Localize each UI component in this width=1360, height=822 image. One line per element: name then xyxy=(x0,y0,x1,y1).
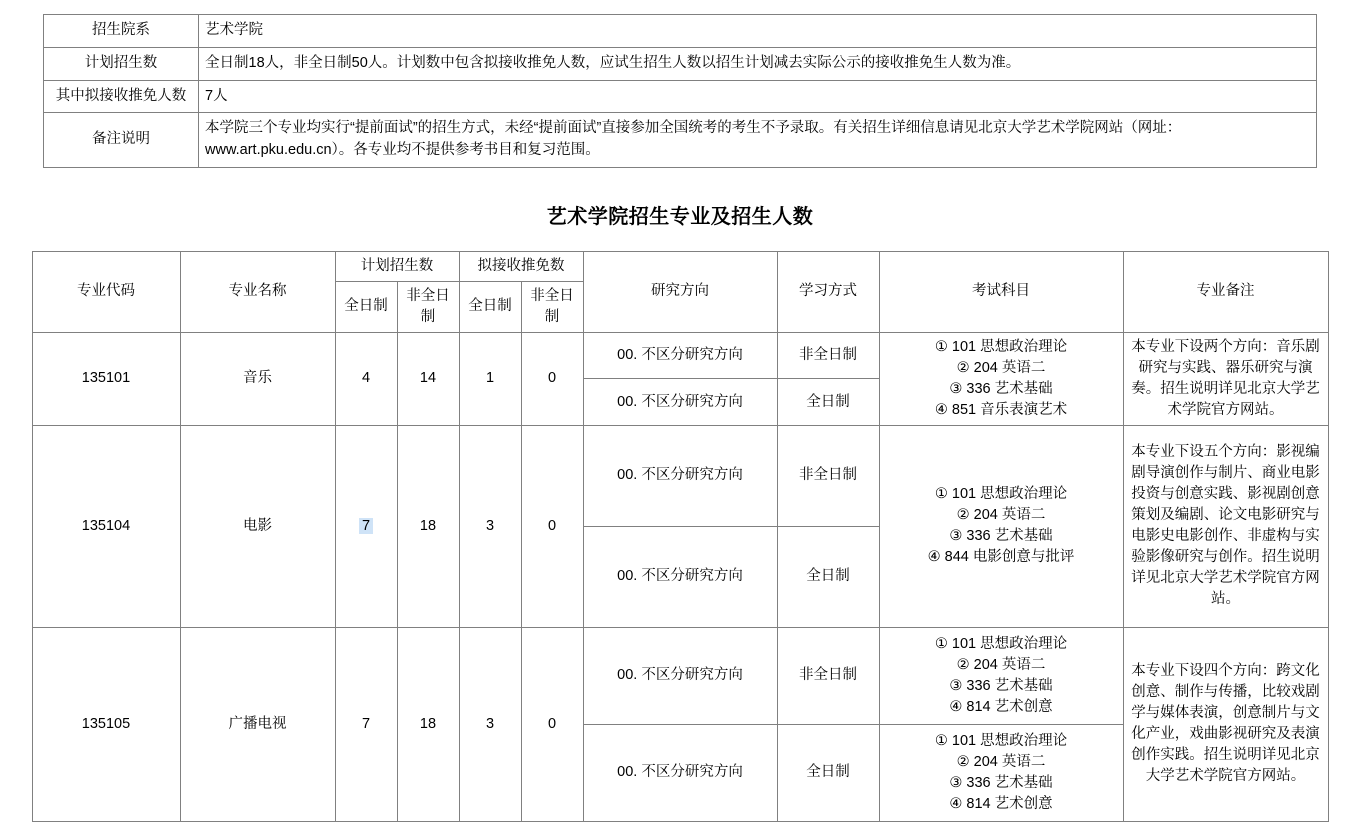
subject-line: ④ 814 艺术创意 xyxy=(949,698,1053,715)
header-plan-group: 计划招生数 xyxy=(335,251,459,281)
cell-major-code: 135104 xyxy=(32,425,180,627)
info-label-department: 招生院系 xyxy=(44,15,199,48)
info-row-department xyxy=(44,15,1317,48)
majors-table xyxy=(32,251,1329,822)
cell-plan-part: 18 xyxy=(397,627,459,821)
cell-major-name: 电影 xyxy=(180,425,335,627)
subject-line: ① 101 思想政治理论 xyxy=(934,732,1068,749)
cell-plan-full: 7 xyxy=(335,627,397,821)
cell-major-remark: 本专业下设五个方向：影视编剧导演创作与制片、商业电影投资与创意实践、影视剧创意策划及编剧、论文电影研究与电影史电影创作、非虚构与实验影像研究与创作。招生说明详见北京大学艺术学院官方网站。 xyxy=(1123,425,1328,627)
info-value-tuimian-count: 7人 xyxy=(199,80,1317,113)
cell-research-direction: 00. 不区分研究方向 xyxy=(583,425,777,526)
info-row-remark xyxy=(44,113,1317,168)
cell-study-mode: 全日制 xyxy=(777,526,879,627)
cell-tuimian-full: 3 xyxy=(459,627,521,821)
cell-study-mode: 非全日制 xyxy=(777,627,879,724)
subject-line: ③ 336 艺术基础 xyxy=(949,528,1053,545)
header-research-direction: 研究方向 xyxy=(583,251,777,332)
cell-major-code: 135105 xyxy=(32,627,180,821)
cell-study-mode: 全日制 xyxy=(777,724,879,821)
subject-line: ② 204 英语二 xyxy=(956,656,1046,673)
subject-line: ① 101 思想政治理论 xyxy=(934,486,1068,503)
header-study-mode: 学习方式 xyxy=(777,251,879,332)
cell-major-name: 广播电视 xyxy=(180,627,335,821)
section-title: 艺术学院招生专业及招生人数 xyxy=(546,205,814,228)
header-exam-subjects: 考试科目 xyxy=(879,251,1123,332)
cell-major-remark: 本专业下设两个方向：音乐剧研究与实践、器乐研究与演奏。招生说明详见北京大学艺术学院官方网站。 xyxy=(1123,332,1328,425)
table-row xyxy=(32,332,1328,379)
cell-research-direction: 00. 不区分研究方向 xyxy=(583,379,777,426)
info-row-tuimian-count xyxy=(44,80,1317,113)
cell-plan-full xyxy=(335,425,397,627)
info-value-plan-count: 全日制18人，非全日制50人。计划数中包含拟接收推免人数，应试生招生人数以招生计划减去实际公示的接收推免生人数为准。 xyxy=(199,47,1317,80)
cell-major-name: 音乐 xyxy=(180,332,335,425)
header-major-remark: 专业备注 xyxy=(1123,251,1328,332)
subject-line: ③ 336 艺术基础 xyxy=(949,677,1053,694)
subject-line: ② 204 英语二 xyxy=(956,359,1046,376)
header-plan-full-time: 全日制 xyxy=(335,281,397,332)
cell-major-remark: 本专业下设四个方向：跨文化创意、制作与传播，比较戏剧学与媒体表演，创意制片与文化产业，戏曲影视研究及表演创作实践。招生说明详见北京大学艺术学院官方网站。 xyxy=(1123,627,1328,821)
subject-line: ④ 851 音乐表演艺术 xyxy=(934,401,1068,418)
table-row xyxy=(32,627,1328,724)
table-row xyxy=(32,425,1328,526)
cell-major-code: 135101 xyxy=(32,332,180,425)
header-tuimian-part-time: 非全日制 xyxy=(521,281,583,332)
info-label-tuimian-count: 其中拟接收推免人数 xyxy=(44,80,199,113)
subject-line: ④ 844 电影创意与批评 xyxy=(927,549,1075,566)
info-value-department: 艺术学院 xyxy=(199,15,1317,48)
cell-study-mode: 非全日制 xyxy=(777,425,879,526)
majors-header-row-1 xyxy=(32,251,1328,281)
cell-study-mode: 非全日制 xyxy=(777,332,879,379)
cell-plan-part: 18 xyxy=(397,425,459,627)
cell-research-direction: 00. 不区分研究方向 xyxy=(583,627,777,724)
info-row-plan-count xyxy=(44,47,1317,80)
subject-line: ① 101 思想政治理论 xyxy=(934,338,1068,355)
header-major-code: 专业代码 xyxy=(32,251,180,332)
subject-line: ① 101 思想政治理论 xyxy=(934,635,1068,652)
cell-tuimian-full: 3 xyxy=(459,425,521,627)
info-value-remark: 本学院三个专业均实行“提前面试”的招生方式，未经“提前面试”直接参加全国统考的考生不予录取。有关招生详细信息请见北京大学艺术学院网站（网址：www.art.pku.edu.cn）。各专业均不提供参考书目和复习范围。 xyxy=(199,113,1317,168)
subject-line: ④ 814 艺术创意 xyxy=(949,795,1053,812)
subject-line: ③ 336 艺术基础 xyxy=(949,774,1053,791)
info-label-remark: 备注说明 xyxy=(44,113,199,168)
cell-research-direction: 00. 不区分研究方向 xyxy=(583,526,777,627)
header-tuimian-group: 拟接收推免数 xyxy=(459,251,583,281)
cell-tuimian-part: 0 xyxy=(521,425,583,627)
cell-tuimian-full: 1 xyxy=(459,332,521,425)
cell-plan-part: 14 xyxy=(397,332,459,425)
header-tuimian-full-time: 全日制 xyxy=(459,281,521,332)
subject-line: ③ 336 艺术基础 xyxy=(949,380,1053,397)
header-major-name: 专业名称 xyxy=(180,251,335,332)
cell-exam-subjects xyxy=(879,627,1123,724)
subject-line: ② 204 英语二 xyxy=(956,753,1046,770)
cell-tuimian-part: 0 xyxy=(521,627,583,821)
cell-tuimian-part: 0 xyxy=(521,332,583,425)
cell-research-direction: 00. 不区分研究方向 xyxy=(583,332,777,379)
cell-exam-subjects xyxy=(879,425,1123,627)
cell-exam-subjects xyxy=(879,724,1123,821)
subject-line: ② 204 英语二 xyxy=(956,507,1046,524)
cell-study-mode: 全日制 xyxy=(777,379,879,426)
cell-exam-subjects xyxy=(879,332,1123,425)
cell-plan-full: 4 xyxy=(335,332,397,425)
header-plan-part-time: 非全日制 xyxy=(397,281,459,332)
cell-research-direction: 00. 不区分研究方向 xyxy=(583,724,777,821)
info-label-plan-count: 计划招生数 xyxy=(44,47,199,80)
admission-info-table xyxy=(43,14,1317,168)
selected-number: 7 xyxy=(359,518,373,534)
